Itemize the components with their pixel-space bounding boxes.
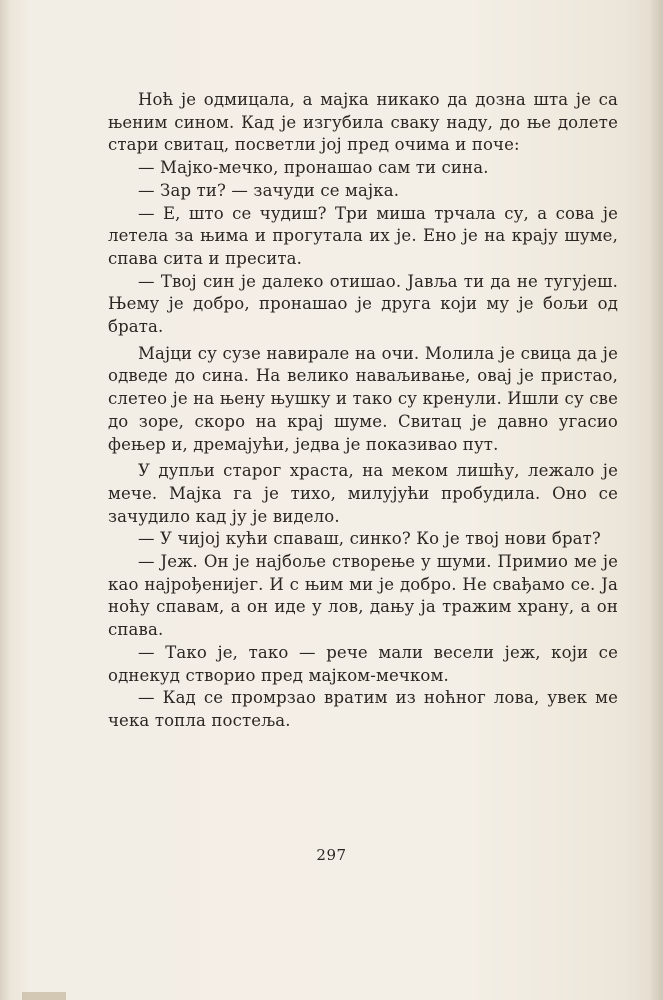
paragraph: — Зар ти? — зачуди се мајка.: [138, 180, 400, 200]
paragraph: — Јеж. Он је најбоље створење у шуми. Примио ме је као најрођенијег. И с њим ми је добро. Не свађамо се. Ја ноћу спавам, а он иде у лов, дању ја тражим храну, а он спава.: [108, 552, 618, 640]
paragraph: — Мајко-мечко, пронашао сам ти сина.: [138, 158, 489, 178]
binding-mark: [22, 992, 66, 1000]
body-text: [108, 89, 618, 733]
paragraph: — Е, што се чудиш? Три миша трчала су, а сова је летела за њима и прогутала их је. Ено је на крају шуме, спава сита и пресита.: [108, 203, 618, 268]
paragraph: — Тако је, тако — рече мали весели јеж, који се однекуд створио пред мајком-мечком.: [108, 642, 618, 685]
paragraph: — У чијој кући спаваш, синко? Ко је твој нови брат?: [138, 529, 601, 549]
paragraph: У дупљи старог храста, на меком лишћу, лежало је мече. Мајка га је тихо, милујући пробудила. Оно се зачудило кад ју је видело.: [108, 461, 618, 526]
paragraph: Мајци су сузе навирале на очи. Молила је свица да је одведе до сина. На велико наваљивање, овај је пристао, слетео је на њену њушку и тако су кренули. Ишли су све до зоре, скоро на крај шуме. Свитац је давно угасио фењер и, дремајући, једва је показивао пут.: [108, 343, 618, 454]
page-number: 297: [316, 846, 347, 864]
paragraph: Ноћ је одмицала, а мајка никако да дозна шта је са њеним сином. Кад је изгубила сваку наду, до ње долете стари свитац, посветли јој пред очима и поче:: [108, 90, 618, 155]
paragraph: — Твој син је далеко отишао. Јавља ти да не тугујеш. Њему је добро, пронашао је друга који му је бољи од брата.: [108, 271, 618, 337]
paragraph: — Кад се промрзао вратим из ноћног лова, увек ме чека топла постеља.: [108, 688, 618, 730]
